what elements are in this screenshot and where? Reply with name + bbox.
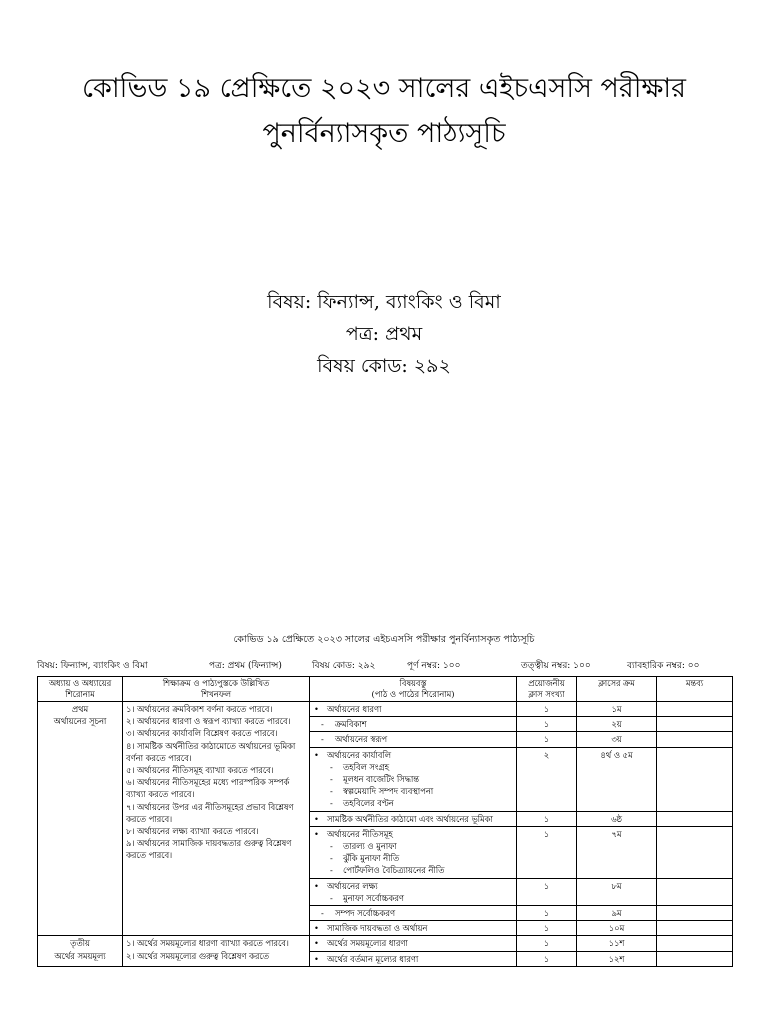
learning-outcome: ৬। অর্থায়নের নীতিসমূহের মধ্যে পারস্পরিক সম্পর্ক ব্যাখ্যা করতে পারবে। <box>126 777 290 800</box>
class-order-cell: ১ম <box>577 702 657 717</box>
content-cell <box>310 906 517 921</box>
table-row <box>38 702 733 717</box>
header-classes: প্রয়োজনীয় ক্লাস সংখ্যা <box>517 677 577 702</box>
class-count-cell: ১ <box>517 732 577 747</box>
table-meta-row <box>37 659 732 673</box>
cover-title-line1: কোভিড ১৯ প্রেক্ষিতে ২০২৩ সালের এইচএসসি পরীক্ষার <box>82 73 686 104</box>
content-cell <box>310 878 517 905</box>
chapter-title: অর্থের সময়মূল্য <box>54 950 106 961</box>
paper-name: পত্র: প্রথম <box>345 323 423 345</box>
learning-outcome: ২। অর্থায়নের ধারণা ও স্বরূপ ব্যাখ্যা করতে পারবে। <box>126 716 291 727</box>
learning-outcome: ২। অর্থের সময়মূল্যের গুরুত্ব বিশ্লেষণ করতে <box>126 950 269 961</box>
class-order-cell: ৯ম <box>577 906 657 921</box>
syllabus-table <box>37 676 733 967</box>
meta-theory-marks: তত্ত্বীয় নম্বর: ১০০ <box>521 661 591 671</box>
table-header-row <box>38 677 733 702</box>
remarks-cell <box>657 878 733 905</box>
content-subitem: - ঝুঁকি মুনাফা নীতি <box>313 852 513 864</box>
class-count-cell: ১ <box>517 811 577 826</box>
table-row <box>38 936 733 951</box>
content-subitem: - পোর্টফলিও বৈচিত্র্যায়নের নীতি <box>313 864 513 876</box>
content-cell <box>310 717 517 732</box>
content-item: • সামষ্টিক অর্থনীতির কাঠামো এবং অর্থায়নের ভূমিকা <box>313 813 513 825</box>
content-cell <box>310 826 517 878</box>
content-item: • অর্থের সময়মূল্যের ধারণা <box>313 937 513 949</box>
remarks-cell <box>657 717 733 732</box>
content-subitem: - তারল্য ও মুনাফা <box>313 840 513 852</box>
meta-subject: বিষয়: ফিন্যান্স, ব্যাংকিং ও বিমা <box>37 661 148 671</box>
meta-full-marks: পূর্ণ নম্বর: ১০০ <box>407 661 461 671</box>
learning-outcome: ১। অর্থের সময়মূল্যের ধারণা ব্যাখ্যা করতে পারবে। <box>126 938 289 949</box>
class-order-cell: ২য় <box>577 717 657 732</box>
class-count-cell: ১ <box>517 826 577 878</box>
learning-outcome: ৫। অর্থায়নের নীতিসমূহ ব্যাখ্যা করতে পারবে। <box>126 765 274 776</box>
learning-outcome: ৯। অর্থায়নের সামাজিক দায়বদ্ধতার গুরুত্ব বিশ্লেষণ করতে পারবে। <box>126 838 292 861</box>
remarks-cell <box>657 826 733 878</box>
content-subitem: - মূলধন বাজেটিং সিদ্ধান্ত <box>313 773 513 785</box>
remarks-cell <box>657 951 733 966</box>
content-item: - ক্রমবিকাশ <box>313 718 513 730</box>
learning-outcome: ৭। অর্থায়নের উপর এর নীতিসমূহের প্রভাব বিশ্লেষণ করতে পারবে। <box>126 801 294 824</box>
content-subitem: - তহবিলের বণ্টন <box>313 797 513 809</box>
chapter-title: অর্থায়নের সূচনা <box>53 716 107 727</box>
learning-outcome: ৪। সামষ্টিক অর্থনীতির কাঠামোতে অর্থায়নের ভূমিকা বর্ণনা করতে পারবে। <box>126 740 296 763</box>
content-cell <box>310 702 517 717</box>
class-order-cell: ১১শ <box>577 936 657 951</box>
class-count-cell: ১ <box>517 936 577 951</box>
content-cell <box>310 921 517 936</box>
syllabus-body <box>38 702 733 967</box>
class-order-cell: ১২শ <box>577 951 657 966</box>
meta-practical-marks: ব্যাবহারিক নম্বর: ০০ <box>627 661 700 671</box>
remarks-cell <box>657 811 733 826</box>
content-cell <box>310 732 517 747</box>
content-cell <box>310 811 517 826</box>
content-item: - অর্থায়নের স্বরূপ <box>313 733 513 745</box>
class-count-cell: ১ <box>517 717 577 732</box>
class-count-cell: ১ <box>517 951 577 966</box>
remarks-cell <box>657 702 733 717</box>
chapter3-outcomes-cell <box>123 936 310 966</box>
learning-outcome: ১। অর্থায়নের ক্রমবিকাশ বর্ণনা করতে পারবে। <box>126 704 273 714</box>
class-count-cell: ১ <box>517 921 577 936</box>
remarks-cell <box>657 906 733 921</box>
content-item: • সামাজিক দায়বদ্ধতা ও অর্থায়ন <box>313 922 513 934</box>
remarks-cell <box>657 732 733 747</box>
meta-code: বিষয় কোড: ২৯২ <box>312 661 376 671</box>
content-subitem: - মুনাফা সর্বোচ্চকরণ <box>313 892 513 904</box>
class-order-cell: ১০ম <box>577 921 657 936</box>
header-content: বিষয়বস্তু (পাঠ ও পাঠের শিরোনাম) <box>310 677 517 702</box>
content-item: - সম্পদ সর্বোচ্চকরণ <box>313 907 513 919</box>
class-order-cell: ৬ষ্ঠ <box>577 811 657 826</box>
content-cell <box>310 936 517 951</box>
content-item: • অর্থায়নের কার্যাবলি <box>313 749 513 761</box>
class-count-cell: ১ <box>517 906 577 921</box>
header-remarks: মন্তব্য <box>657 677 733 702</box>
content-subitem: - স্বল্পমেয়াদি সম্পদ ব্যবস্থাপনা <box>313 785 513 797</box>
class-count-cell: ১ <box>517 878 577 905</box>
table-title: কোভিড ১৯ প্রেক্ষিতে ২০২৩ সালের এইচএসসি পরীক্ষার পুনর্বিন্যাসকৃত পাঠ্যসূচি <box>233 634 535 645</box>
content-item: • অর্থের বর্তমান মূল্যের ধারণা <box>313 953 513 965</box>
class-count-cell: ২ <box>517 747 577 811</box>
content-cell <box>310 951 517 966</box>
content-item: • অর্থায়নের ধারণা <box>313 703 513 715</box>
remarks-cell <box>657 936 733 951</box>
remarks-cell <box>657 747 733 811</box>
learning-outcome: ৮। অর্থায়নের লক্ষ্য ব্যাখ্যা করতে পারবে। <box>126 826 259 837</box>
chapter-number: প্রথম <box>71 704 89 714</box>
content-item: • অর্থায়নের লক্ষ্য <box>313 880 513 892</box>
cover-title-line2: পুনর্বিন্যাসকৃত পাঠ্যসূচি <box>262 118 506 149</box>
header-outcomes: শিক্ষাক্রম ও পাঠ্যপুস্তকে উল্লিখিত শিখনফল <box>123 677 310 702</box>
chapter3-title-cell <box>38 936 123 966</box>
header-order: ক্লাসের ক্রম <box>577 677 657 702</box>
class-count-cell: ১ <box>517 702 577 717</box>
chapter-number: তৃতীয় <box>70 938 90 949</box>
content-item: • অর্থায়নের নীতিসমূহ <box>313 828 513 840</box>
class-order-cell: ৪র্থ ও ৫ম <box>577 747 657 811</box>
remarks-cell <box>657 921 733 936</box>
class-order-cell: ৩য় <box>577 732 657 747</box>
meta-paper: পত্র: প্রথম (ফিন্যান্স) <box>209 661 282 671</box>
subject-code: বিষয় কোড: ২৯২ <box>317 355 451 377</box>
content-cell <box>310 747 517 811</box>
class-order-cell: ৮ম <box>577 878 657 905</box>
learning-outcome: ৩। অর্থায়নের কার্যাবলি বিশ্লেষণ করতে পারবে। <box>126 728 278 739</box>
subject-name: বিষয়: ফিন্যান্স, ব্যাংকিং ও বিমা <box>267 291 501 313</box>
chapter1-title-cell <box>38 702 123 936</box>
chapter1-outcomes-cell <box>123 702 310 936</box>
class-order-cell: ৭ম <box>577 826 657 878</box>
header-chapter: অধ্যায় ও অধ্যায়ের শিরোনাম <box>38 677 123 702</box>
content-subitem: - তহবিল সংগ্রহ <box>313 761 513 773</box>
